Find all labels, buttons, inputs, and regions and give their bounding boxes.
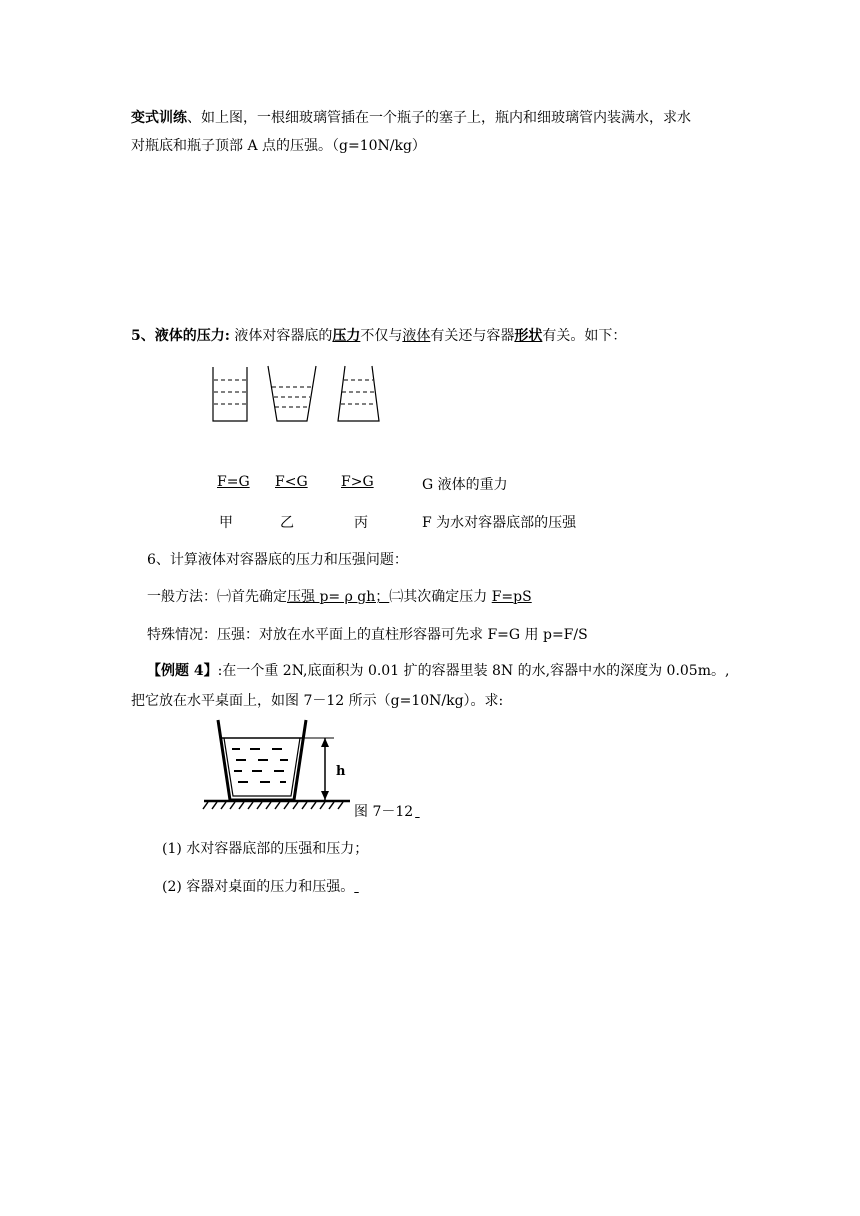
example4-text-2: 把它放在水平桌面上，如图 7－12 所示（g=10N/kg）。求: — [131, 693, 504, 709]
figure-caption — [354, 801, 420, 821]
section5-text-3: 有关还与容器 — [430, 328, 515, 344]
keyword-liquid: 液体 — [402, 328, 431, 344]
container-label-bing: 丙 — [354, 515, 368, 531]
example4-text-1: :在一个重 2N,底面积为 0.01 扩的容器里装 8N 的水,容器中水的深度为 0.05m。, — [217, 663, 730, 679]
relation-greater: F>G — [341, 474, 374, 490]
section5-text-2: 不仅与 — [360, 328, 403, 344]
question-2 — [162, 876, 359, 896]
relation-less: F<G — [275, 474, 308, 490]
variant-text-1: 、如上图，一根细玻璃管插在一个瓶子的塞子上，瓶内和细玻璃管内装满水，求水 — [187, 110, 691, 126]
general-text-1: 一般方法：㈠首先确定 — [147, 589, 287, 605]
question-2-text: (2) 容器对桌面的压力和压强。 — [162, 879, 355, 895]
example4-line-1 — [147, 660, 729, 680]
section5-text-1: 液体对容器底的 — [229, 328, 333, 344]
keyword-shape: 形状 — [514, 328, 543, 344]
question-1: (1) 水对容器底部的压强和压力； — [162, 841, 369, 857]
general-text-2: ㈡其次确定压力 — [389, 589, 492, 605]
section5-text-4: 有关。如下： — [542, 328, 627, 344]
variant-line-1 — [131, 107, 691, 127]
note-pressure: F 为水对容器底部的压强 — [422, 515, 577, 531]
special-case: 特殊情况：压强：对放在水平面上的直柱形容器可先求 F=G 用 p=F/S — [147, 627, 588, 643]
container-label-jia: 甲 — [219, 515, 233, 531]
figure-caption-text: 图 7－12 — [354, 804, 414, 820]
section5-line — [131, 325, 626, 345]
formula-pressure: 压强 p= ρ gh； — [287, 589, 390, 605]
relation-equal: F=G — [217, 474, 250, 490]
section5-heading: 5、液体的压力 — [131, 328, 225, 344]
container-label-yi: 乙 — [280, 515, 294, 531]
containers-diagram — [205, 362, 390, 427]
variant-heading: 变式训练 — [131, 110, 187, 126]
example4-tag: 【例题 4】 — [147, 663, 218, 679]
keyword-pressure-force: 压力 — [332, 328, 361, 344]
figure-h-label: h — [336, 764, 346, 779]
variant-text-2: 对瓶底和瓶子顶部 A 点的压强。（g=10N/kg） — [131, 138, 426, 154]
general-method — [147, 586, 532, 606]
section5-colon: : — [224, 328, 230, 344]
note-gravity: G 液体的重力 — [422, 477, 508, 493]
formula-force: F=pS — [491, 589, 532, 605]
section6-heading: 6、计算液体对容器底的压力和压强问题： — [147, 552, 408, 568]
